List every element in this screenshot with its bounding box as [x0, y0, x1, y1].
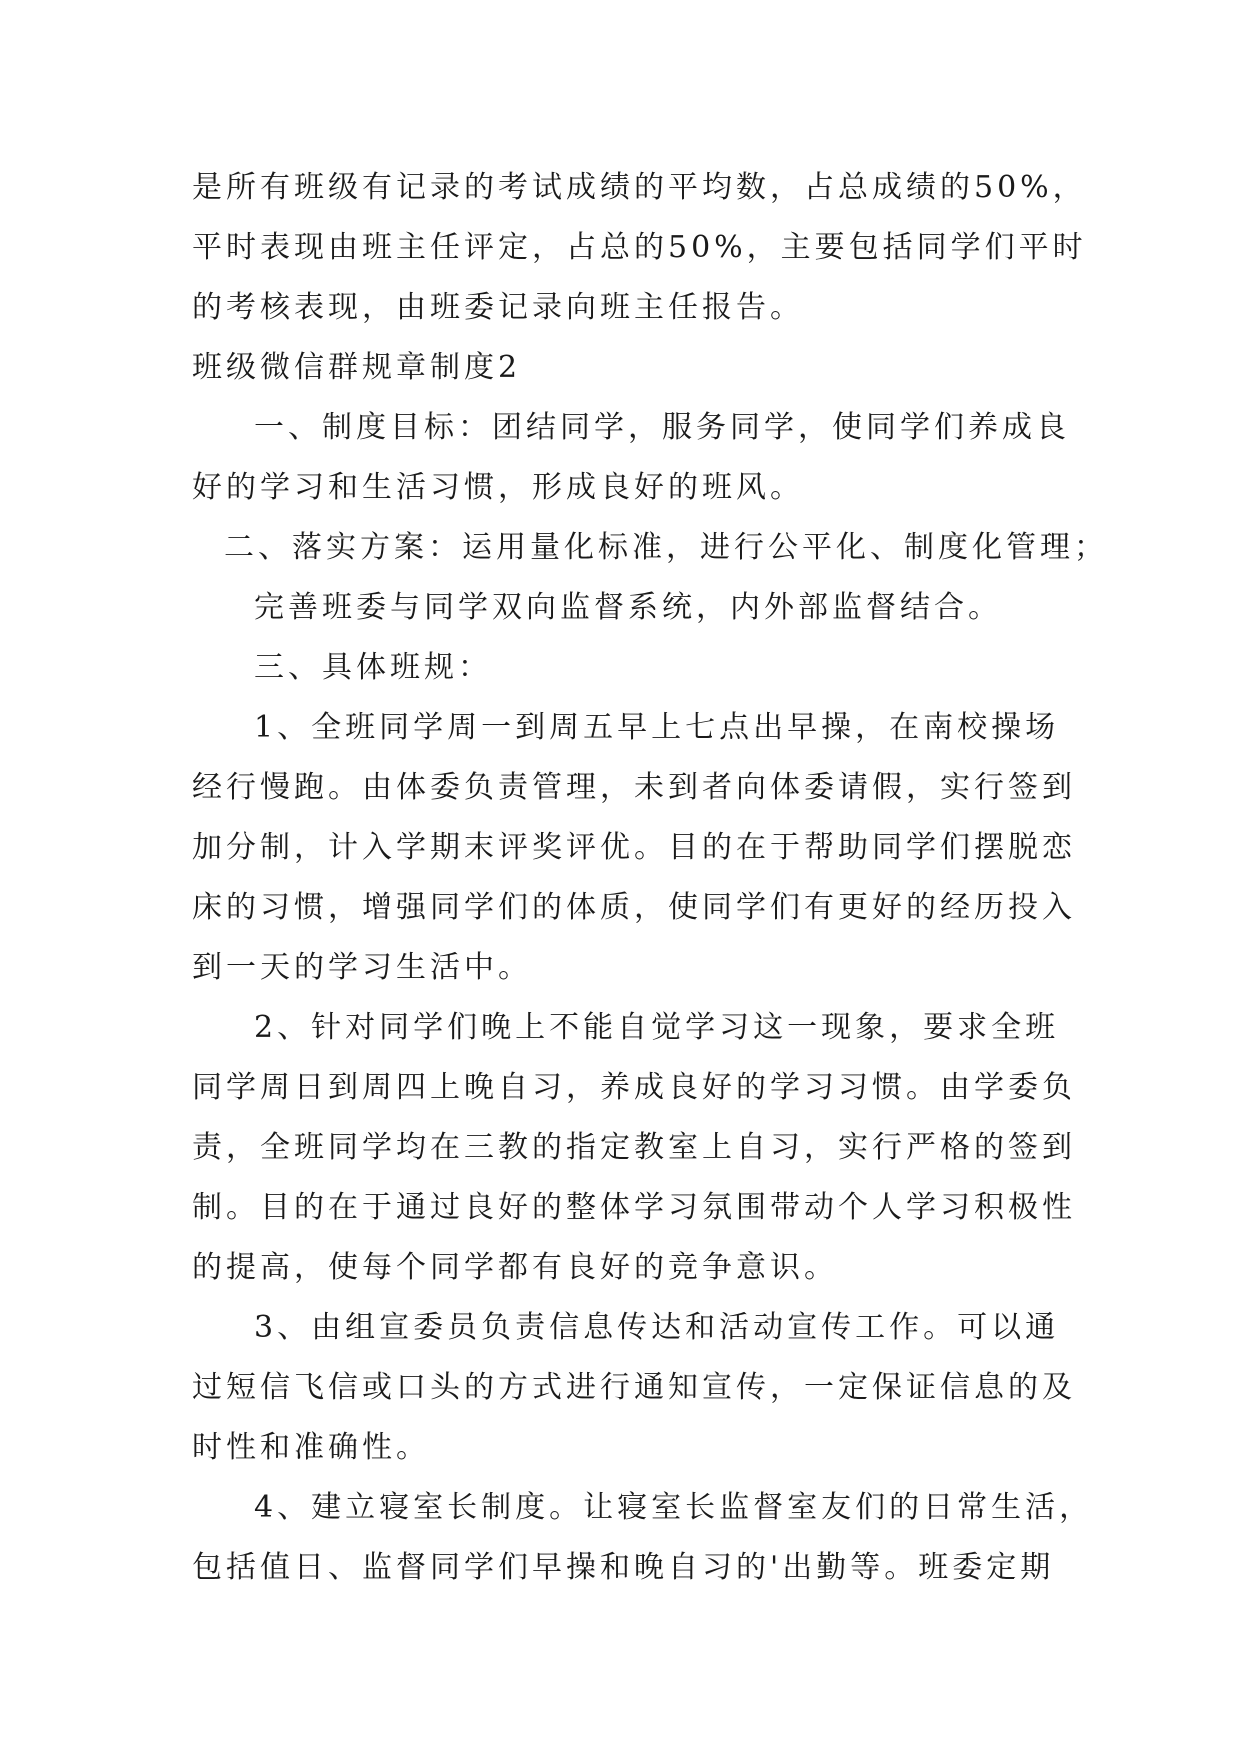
text-line: 二、落实方案：运用量化标准，进行公平化、制度化管理；: [224, 530, 1108, 565]
text-line: 是所有班级有记录的考试成绩的平均数，占总成绩的50%，: [192, 170, 1087, 205]
text-line: 一、制度目标：团结同学，服务同学，使同学们养成良: [254, 410, 1070, 445]
text-line: 2、针对同学们晚上不能自觉学习这一现象，要求全班: [254, 1010, 1060, 1045]
text-line: 加分制，计入学期末评奖评优。目的在于帮助同学们摆脱恋: [192, 830, 1076, 865]
text-line: 平时表现由班主任评定，占总的50%，主要包括同学们平时: [192, 230, 1087, 265]
text-line: 经行慢跑。由体委负责管理，未到者向体委请假，实行签到: [192, 770, 1076, 805]
text-line: 时性和准确性。: [192, 1430, 430, 1465]
text-line: 好的学习和生活习惯，形成良好的班风。: [192, 470, 804, 505]
text-line: 的提高，使每个同学都有良好的竞争意识。: [192, 1250, 838, 1285]
section-heading: 班级微信群规章制度2: [192, 350, 522, 385]
text-line: 完善班委与同学双向监督系统，内外部监督结合。: [254, 590, 1002, 625]
text-line: 到一天的学习生活中。: [192, 950, 532, 985]
text-line: 4、建立寝室长制度。让寝室长监督室友们的日常生活，: [254, 1490, 1094, 1525]
text-line: 制。目的在于通过良好的整体学习氛围带动个人学习积极性: [192, 1190, 1076, 1225]
text-line: 3、由组宣委员负责信息传达和活动宣传工作。可以通: [254, 1310, 1060, 1345]
document-body: [192, 158, 1108, 1598]
text-line: 三、具体班规：: [254, 650, 492, 685]
text-line: 的考核表现，由班委记录向班主任报告。: [192, 290, 804, 325]
text-line: 同学周日到周四上晚自习，养成良好的学习习惯。由学委负: [192, 1070, 1076, 1105]
text-line: 过短信飞信或口头的方式进行通知宣传，一定保证信息的及: [192, 1370, 1076, 1405]
text-line: 床的习惯，增强同学们的体质，使同学们有更好的经历投入: [192, 890, 1076, 925]
text-line: 责，全班同学均在三教的指定教室上自习，实行严格的签到: [192, 1130, 1076, 1165]
text-line: 包括值日、监督同学们早操和晚自习的'出勤等。班委定期: [192, 1550, 1055, 1585]
text-line: 1、全班同学周一到周五早上七点出早操，在南校操场: [254, 710, 1060, 745]
